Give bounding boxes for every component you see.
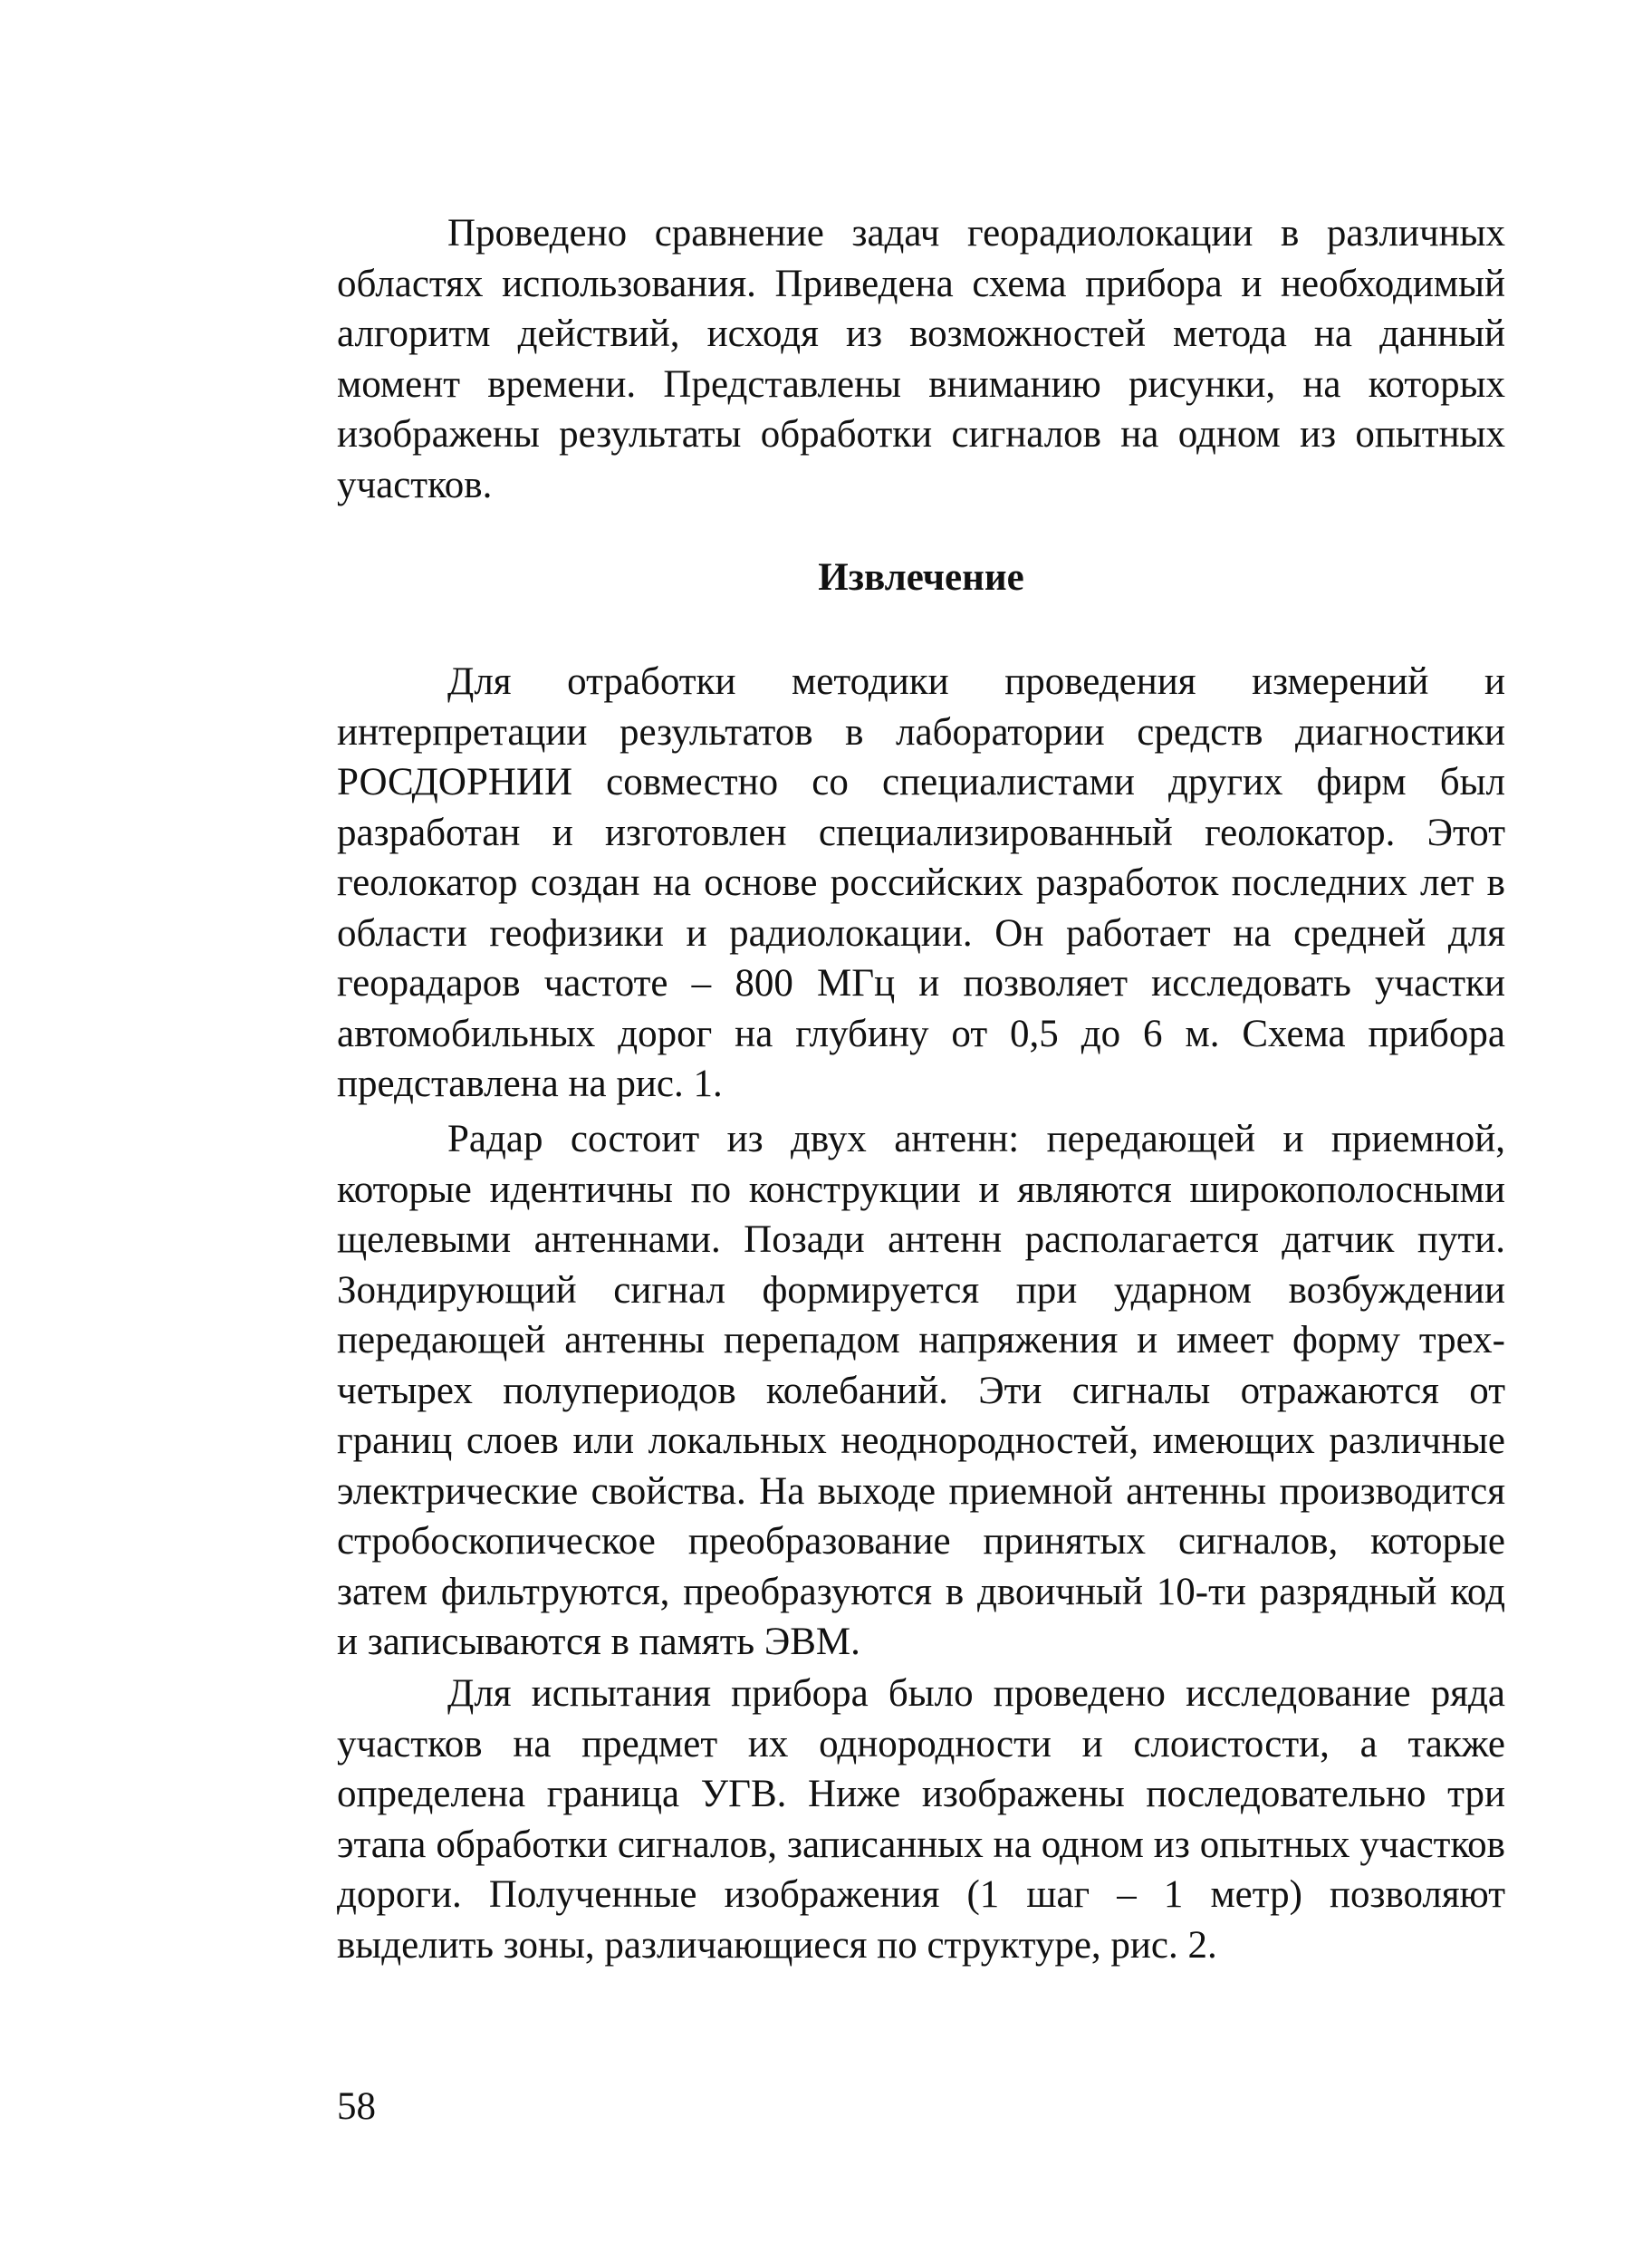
paragraph-2: Радар состоит из двух антенн: передающей и приемной, которые идентичны по конструкции и являются широкополосными щелевыми антеннами. Позади антенн располагается датчик пути. Зондирующий сигнал формируется при ударном возбуждении передающей антенны перепадом напряжения и имеет форму трех-четырех полупериодов колебаний. Эти сигналы отражаются от границ слоев или локальных неоднородностей, имеющих различные электрические свойства. На выходе приемной антенны производится стробоскопическое преобразование принятых сигналов, которые затем фильтруются, преобразуются в двоичный 10-ти разрядный код и записываются в память ЭВМ. — [337, 1118, 1505, 1663]
paragraph-3: Для испытания прибора было проведено исследование ряда участков на предмет их однородности и слоистости, а также определена граница УГВ. Ниже изображены последовательно три этапа обработки сигналов, записанных на одном из опытных участков дороги. Полученные изображения (1 шаг – 1 метр) позволяют выделить зоны, различающиеся по структуре, рис. 2. — [337, 1672, 1505, 1967]
paragraph-1: Для отработки методики проведения измерений и интерпретации результатов в лаборатории средств диагностики РОСДОРНИИ совместно со специалистами других фирм был разработан и изготовлен специализированный геолокатор. Этот геолокатор создан на основе российских разработок последних лет в области геофизики и радиолокации. Он работает на средней для георадаров частоте – 800 МГц и позволяет исследовать участки автомобильных дорог на глубину от 0,5 до 6 м. Схема прибора представлена на рис. 1. — [337, 660, 1505, 1105]
intro-paragraph: Проведено сравнение задач георадиолокации в различных областях использования. Приведена схема прибора и необходимый алгоритм действий, исходя из возможностей метода на данный момент времени. Представлены вниманию рисунки, на которых изображены результаты обработки сигналов на одном из опытных участков. — [337, 212, 1505, 506]
section-heading: Извлечение — [818, 556, 1024, 599]
page-number: 58 — [337, 2085, 376, 2128]
